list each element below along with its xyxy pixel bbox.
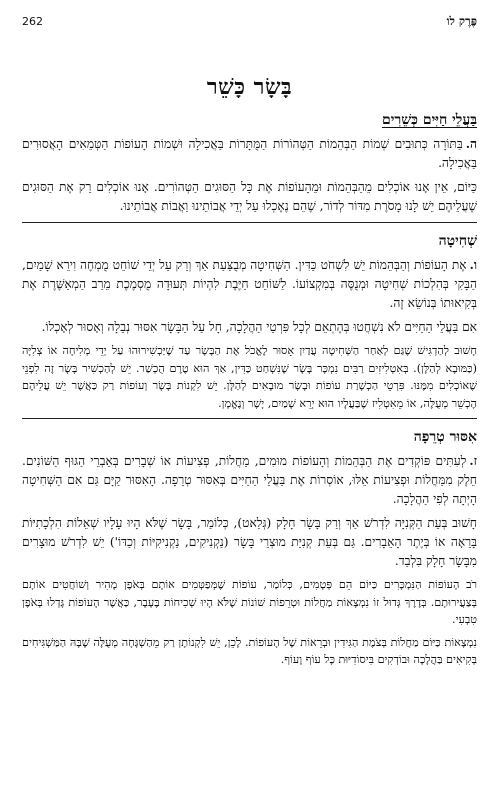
paragraph-number: ה. bbox=[465, 137, 477, 151]
section-title: שְׁחִיטָה bbox=[438, 233, 477, 249]
section-divider bbox=[22, 418, 477, 419]
paragraph: כַּיּוֹם, אֵין אָנוּ אוֹכְלִים מֵהַבְּהֵמוֹת וּמֵהָעוֹפוֹת אֶת כָּל הַסּוּגִים הַטְּהוֹרִים. אָנוּ אוֹכְלִים רַק אֶת הַסּוּגִים שֶׁעֲלֵיהֶם יֵשׁ לָנוּ מָסֹרֶת מִדּוֹר לְדוֹר, שֶׁהֵם נֶאֶכְלוּ עַל יְדֵי אֲבוֹתֵינוּ וַאֲבוֹת אֲבוֹתֵינוּ. bbox=[22, 180, 477, 213]
paragraph-number: ז. bbox=[469, 454, 477, 468]
document-page bbox=[22, 14, 477, 674]
paragraph-number: ו. bbox=[469, 258, 477, 272]
paragraph-text: בַּתּוֹרָה כְּתוּבִים שְׁמוֹת הַבְּהֵמוֹת הַטְּהוֹרוֹת הַמֻּתָּרוֹת בַּאֲכִילָה וּשְׁמוֹת הָעוֹפוֹת הַטְּמֵאִים הָאֲסוּרִים בַּאֲכִילָה. bbox=[22, 137, 477, 170]
section-title: אִסּוּר טְרֵפָה bbox=[413, 429, 477, 445]
page-number: 262 bbox=[22, 15, 43, 28]
paragraph: חָשׁוּב לְהַדְגִּישׁ שֶׁגַּם לְאַחַר הַשְּׁחִיטָה עֲדַיִן אָסוּר לֶאֱכֹל אֶת הַבָּשָׂר עַד שֶׁיַּכְשִׁירוּהוּ עַל יְדֵי מְלִיחָה אוֹ צְלִיָּה (כַּמּוּבָא לְהַלָּן). בְּאִטְלִיזִים רַבִּים נִמְכָּר בָּשָׂר שֶׁנִּשְׁחַט כַּדִּין, אַךְ הוּא טֶרֶם הֻכְשַׁר. יֵשׁ לְהַכְשִׁיר בָּשָׂר זֶה לִפְנֵי שֶׁאוֹכְלִים מִמֶּנּוּ. פִּרְטֵי הַכְשָׁרַת עוֹפוֹת וּבָשָׂר מוּבָאִים לְהַלָּן. יֵשׁ לִקְנוֹת בָּשָׂר וְעוֹפוֹת רַק כַּאֲשֶׁר יֵשׁ עֲלֵיהֶם הֶכְשֵׁר מְעֻלֶּה, אוֹ מֵאִטְלִיז שֶׁבַּעֲלָיו הוּא יְרֵא שָׁמַיִם, יָשָׁר וְנֶאֱמָן. bbox=[22, 344, 477, 410]
paragraph-text: לְעִתִּים פּוֹקְדִים אֶת הַבְּהֵמוֹת וְהָעוֹפוֹת מוּמִים, מַחֲלוֹת, פְּצִיעוֹת אוֹ שְׁבָרִים בְּאֵבְרֵי הַגּוּף הַשּׁוֹנִים. חֵלֶק מִמַּחֲלוֹת וּפְצִיעוֹת אֵלּוּ, אוֹסְרוֹת אֶת בַּעֲלֵי הַחַיִּים בְּאִסּוּר טְרֵפָה. הָאִסּוּר קַיָּם גַּם אִם הַשְּׁחִיטָה הָיְתָה לְפִי הַהֲלָכָה. bbox=[22, 454, 477, 506]
paragraph-text: אֶת הָעוֹפוֹת וְהַבְּהֵמוֹת יֵשׁ לִשְׁחֹט כַּדִּין. הַשְּׁחִיטָה מְבֻצַּעַת אַךְ וְרַק עַל יְדֵי שׁוֹחֵט מֻמְחֶה וִירֵא שָׁמַיִם, הַבָּקִי בְּהִלְכוֹת שְׁחִיטָה וּמְנֻסֶּה בְּמִקְצוֹעוֹ. לַשּׁוֹחֵט חַיֶּבֶת לִהְיוֹת תְּעוּדָה מֻסְמֶכֶת מֵרַב הַמְאַשֶּׁרֶת אֶת בְּקִיאוּתוֹ בְּנוֹשֵׂא זֶה. bbox=[22, 258, 477, 310]
paragraph bbox=[22, 135, 477, 173]
paragraph: רֹב הָעוֹפוֹת הַנִּמְכָּרִים כַּיּוֹם הֵם פְּטָמִים, כְּלוֹמַר, עוֹפוֹת שֶׁמְּפַטְּמִים אוֹתָם בְּאֹפֶן מָהִיר וְשׁוֹחֲטִים אוֹתָם בְּצַעֲירוּתָם. בְּדֶרֶךְ גְּדוּל זוֹ נִמְצָאוֹת מַחֲלוֹת וּטְרֵפוֹת שׁוֹנוֹת שֶׁלֹּא הָיוּ שְׁכִיחוֹת בֶּעָבָר, כַּאֲשֶׁר הָעוֹפוֹת גָּדְלוּ בְּאֹפֶן טִבְעִי. bbox=[22, 578, 477, 626]
paragraph bbox=[22, 256, 477, 313]
paragraph: אִם בַּעֲלֵי הַחַיִּים לֹא נִשְׁחֲטוּ בְּהֶתְאֵם לְכָל פִּרְטֵי הַהֲלָכָה, חָל עַל הַבָּשָׂר אִסּוּר נְבֵלָה וְאָסוּר לְאָכְלוֹ. bbox=[41, 320, 477, 334]
paragraph bbox=[22, 452, 477, 509]
page-header bbox=[22, 14, 477, 30]
section-title: בַּעֲלֵי חַיִּים כְּשֵׁרִים bbox=[381, 112, 477, 128]
section-divider bbox=[22, 222, 477, 223]
paragraph: נִמְצָאוֹת כַּיּוֹם מַחֲלוֹת בְּצֹמֶת הַגִּידִין וּבְרֵאוֹת שֶׁל הָעוֹפוֹת. לָכֵן, יֵשׁ לִקְנוֹתָן רַק מֵהַשְׁגָּחָה מְעֻלָּה שֶׁבָּהּ הַמַּשְׁגִּיחִים בְּקִיאִים בַּהֲלָכָה וּבוֹדְקִים בִּיסוֹדִיּוּת כָּל עוֹף וָעוֹף. bbox=[22, 635, 477, 666]
paragraph: חָשׁוּב בְּעֵת הַקְּנִיָּה לִדְרֹשׁ אַךְ וְרַק בָּשָׂר חָלָק (גְּלַאט), כְּלוֹמַר, בָּשָׂר שֶׁלֹּא הָיוּ עָלָיו שְׁאֵלוֹת הִלְכָתִיּוֹת בָּרֵאָה אוֹ בְּיֶתֶר הָאֵבָרִים. גַּם בְּעֵת קְנִיַּת מוּצְרֵי בָּשָׂר (נַקְנִיקִים, נַקְנִיקִיּוֹת וְכַדּוֹ') יֵשׁ לִדְרֹשׁ מוּצָרִים מִבָּשָׂר חָלָק בִּלְבַד. bbox=[22, 516, 477, 568]
chapter-title: בָּשָׂר כָּשֵׁר bbox=[206, 74, 293, 100]
chapter-label: פֶּרֶק לו bbox=[446, 14, 477, 28]
